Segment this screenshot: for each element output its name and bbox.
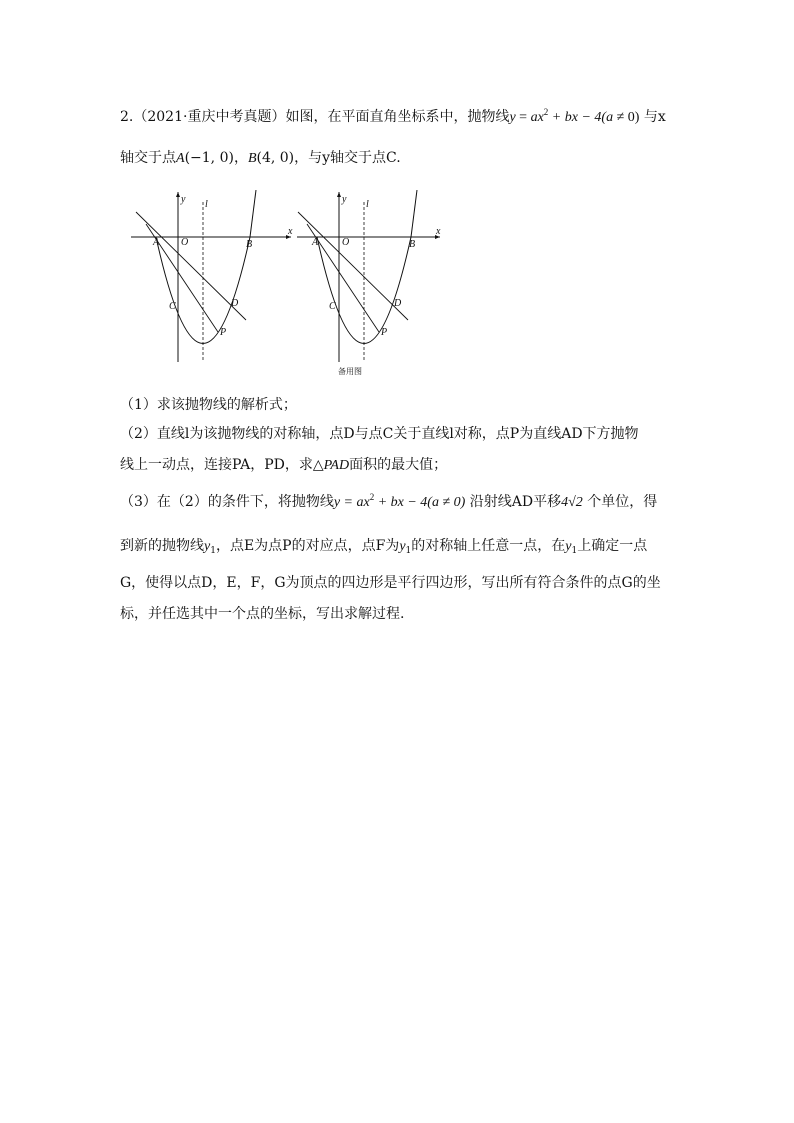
question-text: 到新的抛物线 — [120, 538, 204, 554]
problem-text: 与x — [639, 109, 666, 125]
fig2-label-l: l — [366, 199, 369, 210]
fig1-label-c: C — [169, 301, 176, 312]
question-text: 线上一动点，连接PA，PD，求 — [120, 457, 313, 473]
point-b: B — [247, 151, 257, 166]
fig2-label-b: B — [409, 239, 416, 250]
y1-sub: 1 — [210, 546, 216, 556]
fig1-label-x: x — [288, 226, 293, 237]
problem-line-2 — [120, 148, 401, 169]
fig1-label-l: l — [205, 199, 208, 210]
fig1-label-p: P — [220, 327, 227, 338]
fig2-label-p: P — [381, 327, 388, 338]
question-3-line-4: 标，并任选其中一个点的坐标，写出求解过程. — [120, 606, 405, 622]
separator: ， — [233, 150, 248, 166]
fig2-label-d: D — [394, 298, 402, 309]
problem-line-1 — [120, 107, 666, 128]
problem-number: 2. — [120, 109, 134, 125]
question-text: 个单位，得 — [582, 494, 658, 510]
coord-b: (4, 0) — [256, 150, 295, 166]
figure-main — [131, 190, 293, 362]
fig1-label-a: A — [153, 237, 160, 248]
point-a: A — [176, 151, 185, 166]
question-text: ，点E为点P的对应点，点F为 — [215, 538, 400, 554]
q3-formula: $y = ax^2$ + bx − 4(a ≠ 0) — [333, 492, 466, 510]
fig2-label-a: A — [312, 237, 319, 248]
y1-sub: 1 — [571, 546, 578, 556]
fig1-label-o: O — [181, 237, 189, 248]
fig1-label-y: y — [181, 194, 186, 205]
y1-sub: 1 — [405, 546, 412, 556]
translation-amount: 4√2 — [561, 495, 583, 510]
triangle-symbol: △ — [312, 457, 324, 473]
problem-text: ，与y轴交于点C. — [294, 150, 401, 166]
parabola-formula: $y = ax^2$ + bx − 4(a ≠ 0) — [509, 107, 640, 125]
figure-caption: 备用图 — [338, 367, 362, 376]
y1-symbol: y — [399, 539, 406, 554]
y1-symbol: y — [204, 539, 211, 554]
y1-symbol: y — [565, 539, 572, 554]
question-text: 的对称轴上任意一点，在 — [411, 538, 566, 554]
question-text: （3）在（2）的条件下，将抛物线 — [120, 494, 334, 510]
problem-source: （2021·重庆中考真题） — [133, 109, 286, 125]
fig2-label-o: O — [342, 237, 350, 248]
figures — [126, 190, 456, 380]
question-3-line-1 — [120, 492, 657, 513]
problem-text: 轴交于点 — [120, 150, 176, 166]
question-3-line-2 — [120, 536, 647, 557]
problem-text: 如图，在平面直角坐标系中，抛物线 — [285, 109, 510, 125]
question-text: 沿射线AD平移 — [465, 494, 562, 510]
fig1-label-d: D — [231, 298, 239, 309]
figure-backup — [297, 190, 441, 362]
figure-graphs — [126, 190, 456, 380]
fig2-label-c: C — [329, 301, 336, 312]
fig2-label-y: y — [342, 194, 347, 205]
fig2-label-x: x — [436, 226, 441, 237]
question-text: 上确定一点 — [577, 538, 648, 554]
question-text: 面积的最大值； — [349, 457, 448, 473]
question-1: （1）求该抛物线的解析式； — [120, 397, 297, 413]
coord-a: (−1, 0) — [184, 150, 234, 166]
fig1-label-b: B — [246, 239, 253, 250]
triangle-name: PAD — [323, 458, 350, 473]
question-3-line-3: G，使得以点D，E，F，G为顶点的四边形是平行四边形，写出所有符合条件的点G的坐 — [120, 575, 661, 591]
question-2-line-1: （2）直线l为该抛物线的对称轴，点D与点C关于直线l对称，点P为直线AD下方抛物 — [120, 426, 639, 442]
question-2-line-2 — [120, 455, 447, 476]
